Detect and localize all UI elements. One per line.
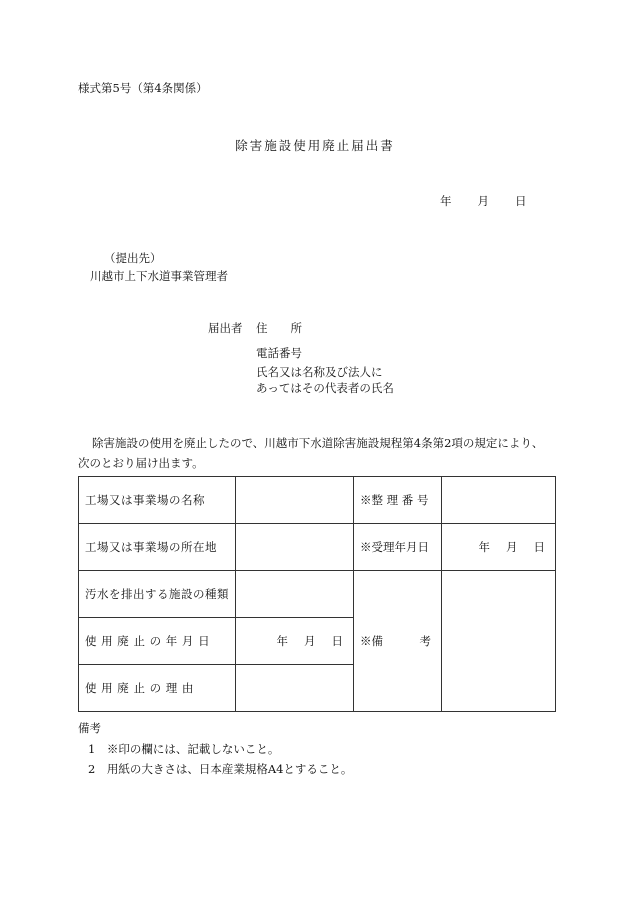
facility-type-field[interactable] [236, 571, 354, 618]
abolition-reason-label: 使 用 廃 止 の 理 由 [79, 665, 236, 712]
notification-table [78, 476, 556, 712]
abolition-date-label: 使 用 廃 止 の 年 月 日 [79, 618, 236, 665]
abolition-month: 月 [304, 634, 316, 648]
remarks-field[interactable] [442, 571, 556, 712]
abolition-day: 日 [331, 634, 343, 648]
date-month: 月 [477, 194, 489, 208]
table-row [79, 524, 556, 571]
table-row [79, 477, 556, 524]
date-day: 日 [515, 194, 527, 208]
facility-type-label: 汚水を排出する施設の種類 [79, 571, 236, 618]
name-label-line1: 氏名又は名称及び法人に [256, 365, 383, 379]
submission-date [440, 193, 527, 209]
ref-number-field[interactable] [442, 477, 556, 524]
remarks-char: 考 [419, 634, 431, 648]
factory-location-field[interactable] [236, 524, 354, 571]
phone-label: 電話番号 [256, 346, 302, 360]
notes-heading: 備考 [78, 721, 101, 735]
received-day: 日 [533, 540, 545, 554]
received-date-field[interactable] [442, 524, 556, 571]
table-row [79, 571, 556, 618]
received-date-label: ※受理年月日 [354, 524, 442, 571]
date-year: 年 [440, 194, 452, 208]
abolition-year: 年 [276, 634, 288, 648]
document-title: 除害施設使用廃止届出書 [235, 138, 395, 153]
factory-location-label: 工場又は事業場の所在地 [79, 524, 236, 571]
received-month: 月 [506, 540, 518, 554]
recipient-label: （提出先） [104, 251, 162, 265]
notifier-label: 届出者 [208, 321, 243, 335]
received-year: 年 [478, 540, 490, 554]
factory-name-field[interactable] [236, 477, 354, 524]
remarks-label [354, 571, 442, 712]
ref-number-label: ※整 理 番 号 [354, 477, 442, 524]
name-label-line2: あってはその代表者の氏名 [256, 381, 394, 395]
abolition-reason-field[interactable] [236, 665, 354, 712]
note-item: 1 ※印の欄には、記載しないこと。 [88, 742, 280, 756]
remarks-mark: ※備 [360, 634, 383, 648]
form-label: 様式第5号（第4条関係） [78, 81, 208, 95]
recipient-name: 川越市上下水道事業管理者 [90, 269, 228, 283]
note-item: 2 用紙の大きさは、日本産業規格A4とすること。 [88, 762, 353, 776]
body-text-line2: 次のとおり届け出ます。 [78, 456, 204, 470]
factory-name-label: 工場又は事業場の名称 [79, 477, 236, 524]
address-label: 住 所 [256, 321, 302, 335]
abolition-date-field[interactable] [236, 618, 354, 665]
body-text-line1: 除害施設の使用を廃止したので、川越市下水道除害施設規程第4条第2項の規定により、 [92, 436, 544, 450]
